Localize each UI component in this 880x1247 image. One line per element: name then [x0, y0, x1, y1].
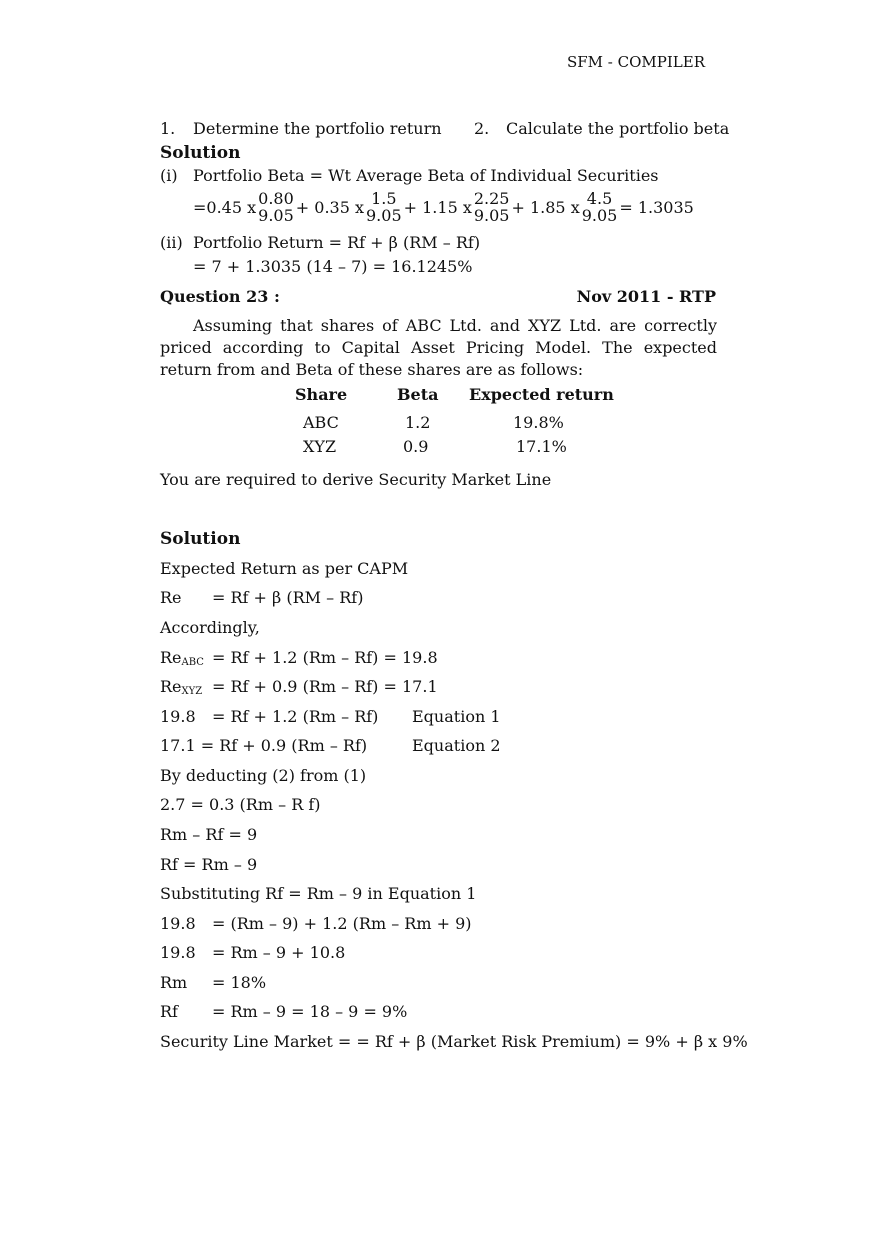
- table-header-expected-return: Expected return: [469, 385, 614, 404]
- portfolio-return-formula: Portfolio Return = Rf + β (RM – Rf): [193, 233, 481, 252]
- fraction-1-denominator: 9.05: [258, 205, 294, 225]
- table-cell-share: ABC: [303, 413, 339, 432]
- solution-line: Rf = Rm – 9: [160, 855, 258, 874]
- solution-line-label: 19.8: [160, 914, 196, 933]
- re-xyz-label: $Re_{XYZ}$: [160, 677, 203, 697]
- security-market-line-result: Security Line Market = = Rf + β (Market Risk Premium) = 9% + β x 9%: [160, 1032, 748, 1051]
- subscript-xyz: XYZ: [181, 686, 203, 697]
- question-2-text: Calculate the portfolio beta: [506, 119, 730, 138]
- fraction-3-numerator: 2.25: [473, 189, 510, 208]
- term-1-coefficient: =0.45 x: [193, 197, 257, 217]
- table-cell-expected-return: 19.8%: [513, 413, 564, 432]
- equation-1-lhs: 19.8: [160, 707, 196, 726]
- table-header-share: Share: [295, 385, 348, 404]
- fraction-4: [582, 191, 618, 225]
- table-cell-expected-return: 17.1%: [516, 437, 567, 456]
- fraction-3: [474, 191, 510, 225]
- portfolio-beta-calculation: [193, 191, 694, 225]
- fraction-2-numerator: 1.5: [371, 189, 397, 208]
- solution-line-label: 19.8: [160, 943, 196, 962]
- term-2-coefficient: + 0.35 x: [295, 197, 364, 217]
- solution-line: Accordingly,: [160, 618, 260, 637]
- question-1-number: 1.: [160, 119, 176, 138]
- beta-result: = 1.3035: [619, 197, 694, 217]
- table-header-beta: Beta: [397, 385, 439, 404]
- solution-heading: Solution: [160, 529, 241, 549]
- fraction-3-denominator: 9.05: [473, 205, 510, 225]
- table-cell-beta: 0.9: [403, 437, 429, 456]
- re-abc-label: $Re_{ABC}$: [160, 648, 204, 668]
- equation-1-label: Equation 1: [412, 707, 501, 726]
- portfolio-beta-definition: Portfolio Beta = Wt Average Beta of Individual Securities: [193, 166, 659, 185]
- equation-2: 17.1 = Rf + 0.9 (Rm – Rf): [160, 736, 368, 755]
- question-1-text: Determine the portfolio return: [193, 119, 442, 138]
- fraction-1: [258, 191, 294, 225]
- table-cell-share: XYZ: [303, 437, 337, 456]
- fraction-2: [366, 191, 402, 225]
- solution-line: Rm – Rf = 9: [160, 825, 258, 844]
- solution-line: Expected Return as per CAPM: [160, 559, 409, 578]
- equation-1-rhs: = Rf + 1.2 (Rm – Rf): [212, 707, 379, 726]
- fraction-4-denominator: 9.05: [581, 205, 618, 225]
- solution-line-expression: = 18%: [212, 973, 267, 992]
- solution-line-expression: = Rm – 9 = 18 – 9 = 9%: [212, 1002, 408, 1021]
- re-xyz-equation: = Rf + 0.9 (Rm – Rf) = 17.1: [212, 677, 438, 696]
- equation-2-label: Equation 2: [412, 736, 501, 755]
- solution-line: By deducting (2) from (1): [160, 766, 367, 785]
- solution-line-label: Re: [160, 588, 182, 607]
- re-abc-equation: = Rf + 1.2 (Rm – Rf) = 19.8: [212, 648, 438, 667]
- table-cell-beta: 1.2: [405, 413, 431, 432]
- solution-line: 2.7 = 0.3 (Rm – R f): [160, 795, 321, 814]
- part-i-label: (i): [160, 166, 178, 185]
- question-2-number: 2.: [474, 119, 490, 138]
- part-ii-label: (ii): [160, 233, 183, 252]
- term-4-coefficient: + 1.85 x: [511, 197, 580, 217]
- subscript-abc: ABC: [181, 657, 204, 668]
- question-23-title: Question 23 :: [160, 287, 280, 306]
- solution-line-label: Rm: [160, 973, 188, 992]
- solution-line: Substituting Rf = Rm – 9 in Equation 1: [160, 884, 477, 903]
- question-23-paragraph: Assuming that shares of ABC Ltd. and XYZ Ltd. are correctly priced according to Capital Asset Pricing Model. The expected return from and Beta of these shares are as follows:: [160, 316, 717, 379]
- question-23-source: Nov 2011 - RTP: [576, 287, 716, 306]
- term-3-coefficient: + 1.15 x: [403, 197, 472, 217]
- question-23-instruction: You are required to derive Security Market Line: [160, 470, 552, 489]
- fraction-2-denominator: 9.05: [366, 205, 402, 225]
- solution-heading: Solution: [160, 143, 241, 163]
- fraction-4-numerator: 4.5: [586, 189, 613, 208]
- solution-line-label: Rf: [160, 1002, 178, 1021]
- solution-line-expression: = (Rm – 9) + 1.2 (Rm – Rm + 9): [212, 914, 472, 933]
- page-header: SFM - COMPILER: [566, 53, 705, 71]
- fraction-1-numerator: 0.80: [258, 189, 294, 208]
- portfolio-return-calculation: = 7 + 1.3035 (14 – 7) = 16.1245%: [193, 257, 473, 276]
- solution-line-expression: = Rm – 9 + 10.8: [212, 943, 346, 962]
- solution-line-expression: = Rf + β (RM – Rf): [212, 588, 364, 607]
